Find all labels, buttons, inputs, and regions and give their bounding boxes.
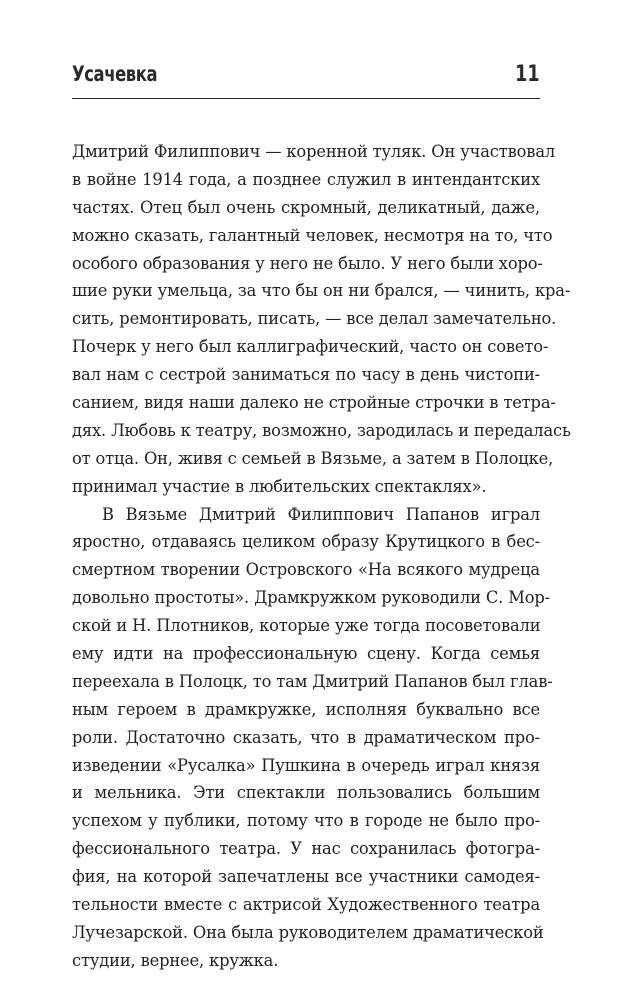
text-line: частях. Отец был очень скромный, деликатный, даже,: [72, 197, 540, 217]
text-line: Дмитрий Филиппович — коренной туляк. Он участвовал: [72, 142, 556, 161]
text-line: переехала в Полоцк, то там Дмитрий Папанов был глав-: [72, 671, 553, 691]
text-line: от отца. Он, живя с семьей в Вязьме, а затем в Полоцке,: [72, 448, 554, 468]
text-line: вал нам с сестрой заниматься по часу в день чистопи-: [72, 365, 540, 385]
paragraph-2: [72, 501, 553, 975]
header-rule: [72, 98, 540, 99]
text-line: ему идти на профессиональную сцену. Когда семья: [72, 644, 540, 664]
body-text: [72, 138, 571, 975]
text-line: ным героем в драмкружке, исполняя буквально все: [72, 699, 540, 719]
text-line: довольно простоты». Драмкружком руководили С. Мор-: [72, 588, 551, 608]
text-line: изведении «Русалка» Пушкина в очередь играл князя: [72, 755, 540, 775]
text-line: особого образования у него не было. У него были хоро-: [72, 253, 543, 273]
section-title: Усачевка: [72, 62, 158, 86]
paragraph-1: [72, 138, 571, 501]
text-line: смертном творении Островского «На всякого мудреца: [72, 560, 540, 580]
text-line: студии, вернее, кружка.: [72, 950, 279, 970]
text-line: в войне 1914 года, а позднее служил в интендантских: [72, 169, 540, 189]
text-line: санием, видя наши далеко не стройные строчки в тетра-: [72, 393, 556, 413]
text-line: тельности вместе с актрисой Художественного театра: [72, 895, 540, 915]
text-line: шие руки умельца, за что бы он ни брался, — чинить, кра-: [72, 281, 571, 301]
text-line: В Вязьме Дмитрий Филиппович Папанов играл: [102, 504, 540, 524]
text-line: роли. Достаточно сказать, что в драматическом про-: [72, 727, 540, 747]
text-line: ской и Н. Плотников, которые уже тогда посоветовали: [72, 616, 541, 636]
text-line: яростно, отдаваясь целиком образу Крутицкого в бес-: [72, 532, 540, 552]
text-line: и мельника. Эти спектакли пользовались большим: [72, 783, 540, 803]
text-line: дях. Любовь к театру, возможно, зародилась и передалась: [72, 420, 571, 440]
text-line: успехом у публики, потому что в городе не было про-: [72, 811, 540, 831]
text-line: можно сказать, галантный человек, несмотря на то, что: [72, 225, 553, 245]
page-number: 11: [515, 62, 540, 87]
text-line: Лучезарской. Она была руководителем драматической: [72, 922, 544, 942]
text-line: принимал участие в любительских спектаклях».: [72, 476, 487, 496]
text-line: фессионального театра. У нас сохранилась фотогра-: [72, 839, 540, 859]
text-line: фия, на которой запечатлены все участники самодея-: [72, 867, 540, 887]
text-line: Почерк у него был каллиграфический, часто он совето-: [72, 337, 549, 357]
text-line: сить, ремонтировать, писать, — все делал замечательно.: [72, 309, 557, 329]
running-head: [72, 60, 540, 94]
